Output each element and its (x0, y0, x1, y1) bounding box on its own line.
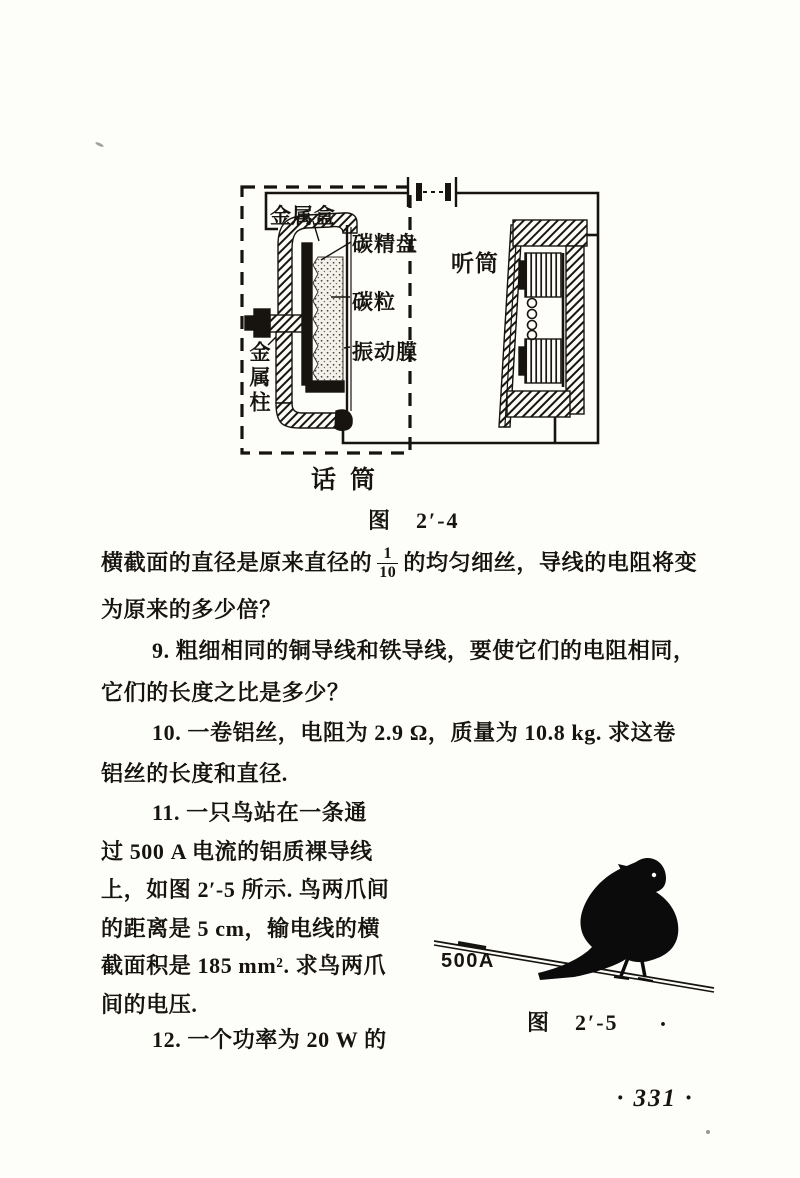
figure-2-5-illustration (428, 840, 720, 998)
bird-eye (652, 873, 656, 877)
scan-speck (95, 141, 104, 148)
problem-10-line-2: 铝丝的长度和直径. (101, 761, 288, 786)
label-carbon-granules: 碳粒 (352, 290, 396, 314)
label-earpiece: 听筒 (451, 251, 499, 276)
metal-pillar-part (245, 309, 270, 337)
problem-9-line-1: 9. 粗细相同的铜导线和铁导线，要使它们的电阻相同， (152, 638, 696, 663)
label-carbon-disc: 碳精盘 (352, 232, 418, 256)
fraction-denominator: 10 (379, 563, 397, 581)
problem-9-line-2: 它们的长度之比是多少？ (101, 680, 350, 705)
current-label: 500A (441, 950, 495, 972)
coil-top (519, 253, 561, 297)
figure-2-4-caption: 图 2′-4 (368, 508, 460, 533)
problem-11-line-6: 间的电压. (101, 992, 198, 1017)
problem-11-line-1: 11. 一只鸟站在一条通 (152, 800, 367, 825)
coil-bottom (519, 339, 561, 383)
problem-11-line-5: 截面积是 185 mm². 求鸟两爪 (101, 953, 387, 978)
membrane-rim (335, 410, 352, 430)
fraction-one-tenth (377, 545, 398, 581)
battery-icon (408, 177, 456, 207)
spring-part (528, 299, 537, 340)
stray-ink-dot: . (660, 1006, 666, 1032)
scan-speck (706, 1130, 710, 1134)
problem-10-line-1: 10. 一卷铝丝，电阻为 2.9 Ω，质量为 10.8 kg. 求这卷 (152, 720, 676, 745)
problem-12-line-1: 12. 一个功率为 20 W 的 (152, 1027, 387, 1052)
problem-11-line-2: 过 500 A 电流的铝质裸导线 (101, 839, 373, 864)
microphone-caption: 话筒 (311, 467, 390, 494)
earpiece-cross-section (499, 220, 587, 427)
label-metal-box: 金属盒 (270, 204, 336, 228)
text-line-2: 为原来的多少倍？ (101, 597, 282, 622)
line1-post: 的均匀细丝，导线的电阻将变 (403, 550, 698, 576)
figure-2-5-caption: 图 2′-5 (527, 1010, 619, 1035)
line1-pre: 横截面的直径是原来直径的 (101, 550, 373, 576)
text-line-1 (101, 538, 697, 588)
problem-11-line-4: 的距离是 5 cm，输电线的横 (101, 916, 381, 941)
label-metal-pillar: 金属柱 (247, 341, 271, 416)
fraction-numerator: 1 (383, 544, 393, 562)
problem-11-line-3: 上，如图 2′-5 所示. 鸟两爪间 (101, 877, 390, 902)
carbon-disc-part (302, 243, 312, 385)
label-vibrating-membrane: 振动膜 (352, 340, 418, 364)
page-number: · 331 · (617, 1085, 694, 1112)
carbon-granules-fill (313, 257, 343, 381)
